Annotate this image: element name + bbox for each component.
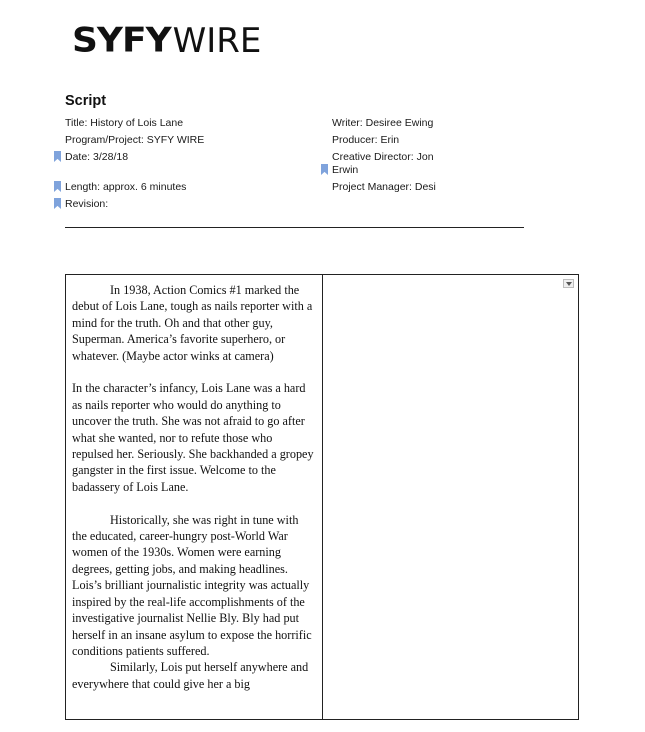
script-table xyxy=(65,274,579,720)
header-divider xyxy=(65,227,524,228)
bookmark-icon[interactable] xyxy=(54,181,61,192)
meta-date xyxy=(65,149,305,166)
meta-program: Program/Project: SYFY WIRE xyxy=(65,134,205,146)
meta-revision-text: Revision: xyxy=(65,198,109,210)
metadata-right-column xyxy=(332,115,522,196)
bookmark-icon[interactable] xyxy=(54,198,61,209)
syfy-wire-logo xyxy=(72,21,262,61)
script-paragraph: Similarly, Lois put herself anywhere and everywhere that could give her a big xyxy=(72,660,309,691)
bookmark-icon[interactable] xyxy=(54,151,61,162)
meta-length xyxy=(65,179,305,196)
logo-wire: WIRE xyxy=(172,21,262,61)
script-paragraph: In 1938, Action Comics #1 marked the debut of Lois Lane, tough as nails reporter with a mind for the truth. Oh and that other guy, Superman. America’s favorite superhero, or whatever. (Maybe actor winks at camera) xyxy=(72,283,313,363)
visuals-column[interactable] xyxy=(323,275,578,719)
meta-date-text: Date: 3/28/18 xyxy=(65,151,129,163)
chevron-down-icon[interactable] xyxy=(563,279,574,288)
document-heading: Script xyxy=(65,93,107,109)
script-paragraph: In the character’s infancy, Lois Lane was a hard as nails reporter who would do anything to uncover the truth. She was not afraid to go after what she wanted, nor to refute those who repulsed her. Seriously. She backhanded a gropey gangster in the first issue. Welcome to the badassery of Lois Lane. xyxy=(72,381,314,494)
meta-revision xyxy=(65,196,305,213)
bookmark-icon[interactable] xyxy=(321,164,328,175)
meta-length-text: Length: approx. 6 minutes xyxy=(65,181,187,193)
metadata-left-column xyxy=(65,115,305,213)
meta-title: Title: History of Lois Lane xyxy=(65,117,184,129)
script-text-column[interactable] xyxy=(66,275,323,719)
meta-producer: Producer: Erin xyxy=(332,134,400,146)
script-paragraph: Historically, she was right in tune with the educated, career-hungry post-World War women of the 1930s. Women were earning degrees, getting jobs, and making headlines. Lois’s brilliant journalistic integrity was actually inspired by the real-life accomplishments of the investigative journalist Nellie Bly. Bly had put herself in an insane asylum to expose the horrific conditions patients suffered. xyxy=(72,512,312,658)
meta-creative-director: Creative Director: Jon Erwin xyxy=(332,151,434,176)
meta-project-manager: Project Manager: Desi xyxy=(332,181,436,193)
meta-writer: Writer: Desiree Ewing xyxy=(332,117,434,129)
logo-syfy: SYFY xyxy=(72,21,171,60)
